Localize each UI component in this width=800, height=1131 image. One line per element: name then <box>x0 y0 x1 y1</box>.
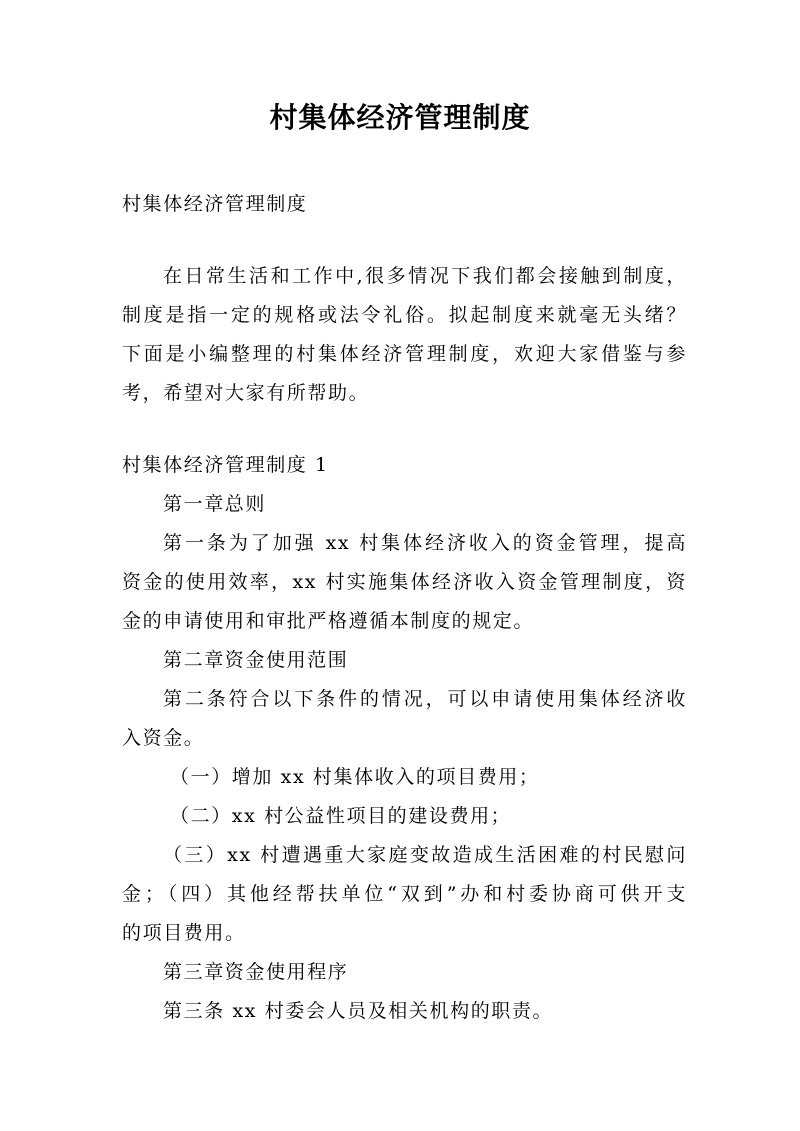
list-item-1: （一）增加 xx 村集体收入的项目费用； <box>170 766 540 788</box>
chapter-1-heading: 第一章总则 <box>163 493 267 515</box>
chapter-3-heading: 第三章资金使用程序 <box>163 961 349 983</box>
document-title: 村集体经济管理制度 <box>269 101 531 134</box>
intro-line-4: 考，希望对大家有所帮助。 <box>122 382 370 404</box>
section-heading: 村集体经济管理制度 1 <box>122 454 329 476</box>
article-2-line-2: 入资金。 <box>122 727 205 749</box>
intro-line-3: 下面是小编整理的村集体经济管理制度，欢迎大家借鉴与参 <box>122 343 687 365</box>
list-item-2: （二）xx 村公益性项目的建设费用； <box>170 805 512 827</box>
article-1-line-2: 资金的使用效率，xx 村实施集体经济收入资金管理制度，资 <box>122 571 687 593</box>
article-1-line-3: 金的申请使用和审批严格遵循本制度的规定。 <box>122 610 535 632</box>
article-2-line-1: 第二条符合以下条件的情况，可以申请使用集体经济收 <box>163 688 687 710</box>
list-item-3-line-3: 的项目费用。 <box>122 922 246 944</box>
article-3-line-1: 第三条 xx 村委会人员及相关机构的职责。 <box>163 1000 554 1022</box>
document-subtitle: 村集体经济管理制度 <box>122 193 308 215</box>
chapter-2-heading: 第二章资金使用范围 <box>163 649 349 671</box>
list-item-3-line-2: 金；（四）其他经帮扶单位“双到”办和村委协商可供开支 <box>122 883 687 905</box>
intro-line-2: 制度是指一定的规格或法令礼俗。拟起制度来就毫无头绪？ <box>122 304 687 326</box>
article-1-line-1: 第一条为了加强 xx 村集体经济收入的资金管理，提高 <box>163 532 687 554</box>
intro-line-1: 在日常生活和工作中,很多情况下我们都会接触到制度， <box>163 265 687 287</box>
list-item-3-line-1: （三）xx 村遭遇重大家庭变故造成生活困难的村民慰问 <box>163 844 687 866</box>
